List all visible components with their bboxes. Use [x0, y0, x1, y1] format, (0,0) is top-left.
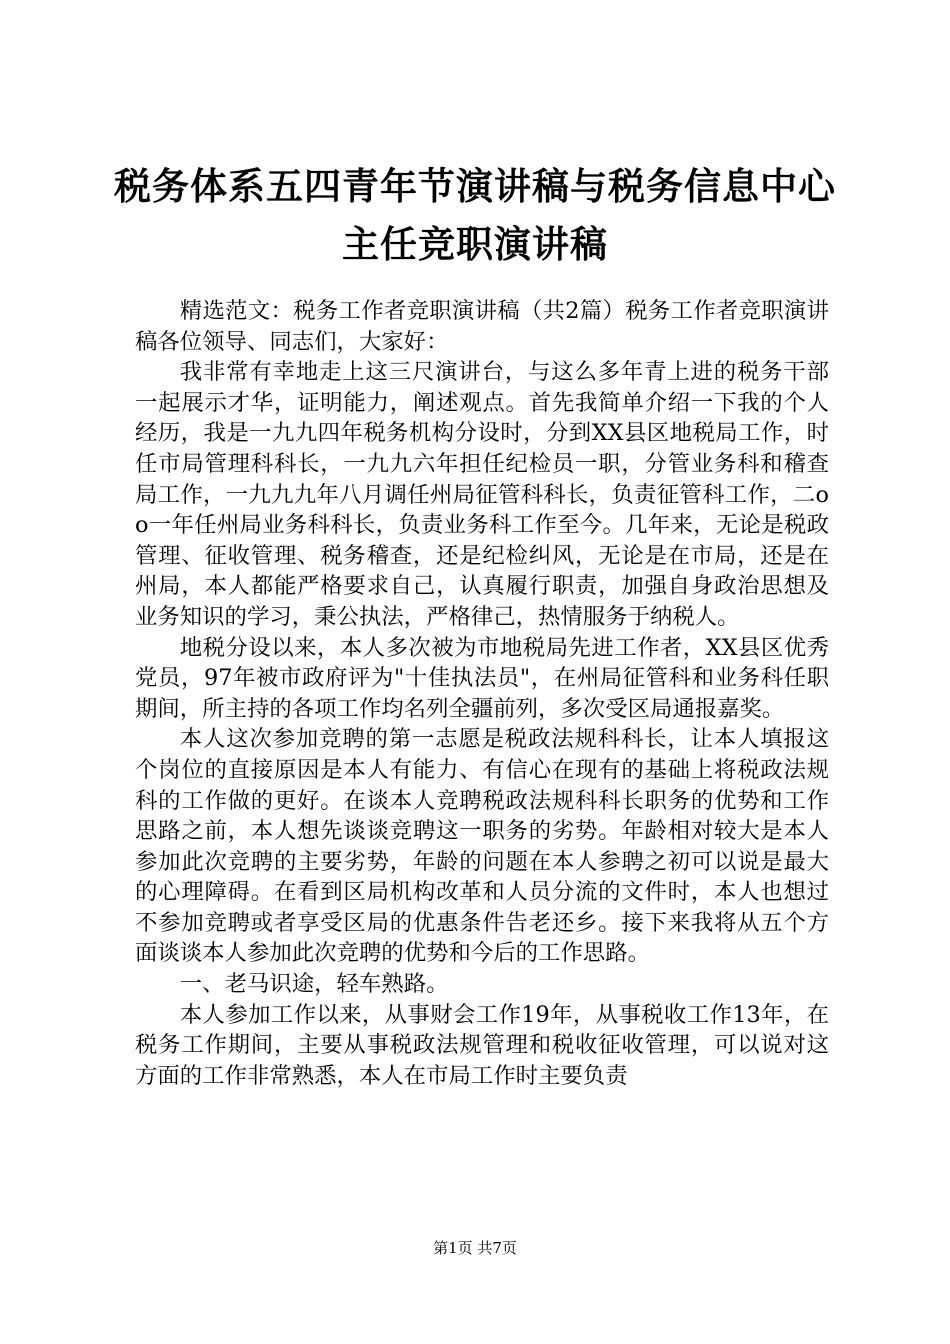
paragraph-personal-history: 我非常有幸地走上这三尺演讲台，与这么多年青上进的税务干部一起展示才华，证明能力，阐述观点。首先我简单介绍一下我的个人经历，我是一九九四年税务机构分设时，分到XX县区地税局工作，时任市局管理科科长，一九九六年担任纪检员一职，分管业务科和稽查局工作，一九九九年八月调任州局征管科科长，负责征管科工作，二oo一年任州局业务科科长，负责业务科工作至今。几年来，无论是税政管理、征收管理、税务稽查，还是纪检纠风，无论是在市局，还是在州局，本人都能严格要求自己，认真履行职责，加强自身政治思想及业务知识的学习，秉公执法，严格律己，热情服务于纳税人。	[135, 359, 829, 630]
paragraph-experience: 本人参加工作以来，从事财会工作19年，从事税收工作13年，在税务工作期间，主要从事税政法规管理和税收征收管理，可以说对这方面的工作非常熟悉，本人在市局工作时主要负责	[135, 1001, 829, 1089]
paragraph-honors: 地税分设以来，本人多次被为市地税局先进工作者，XX县区优秀党员，97年被市政府评为"十佳执法员"，在州局征管科和业务科任职期间，所主持的各项工作均名列全疆前列，多次受区局通报嘉奖。	[135, 634, 829, 722]
paragraph-competition-reason: 本人这次参加竞聘的第一志愿是税政法规科科长，让本人填报这个岗位的直接原因是本人有能力、有信心在现有的基础上将税政法规科的工作做的更好。在谈本人竞聘税政法规科科长职务的优势和工作思路之前，本人想先谈谈竞聘这一职务的劣势。年龄相对较大是本人参加此次竞聘的主要劣势，年龄的问题在本人参聘之初可以说是最大的心理障碍。在看到区局机构改革和人员分流的文件时，本人也想过不参加竞聘或者享受区局的优惠条件告老还乡。接下来我将从五个方面谈谈本人参加此次竞聘的优势和今后的工作思路。	[135, 726, 829, 967]
page-number-footer: 第1页 共7页	[433, 1239, 517, 1257]
paragraph-intro: 精选范文：税务工作者竞职演讲稿（共2篇）税务工作者竞职演讲稿各位领导、同志们，大家好：	[135, 298, 829, 355]
document-body	[135, 296, 829, 1091]
document-title: 税务体系五四青年节演讲稿与税务信息中心主任竞职演讲稿	[114, 165, 836, 266]
section-heading-one: 一、老马识途，轻车熟路。	[179, 971, 449, 998]
